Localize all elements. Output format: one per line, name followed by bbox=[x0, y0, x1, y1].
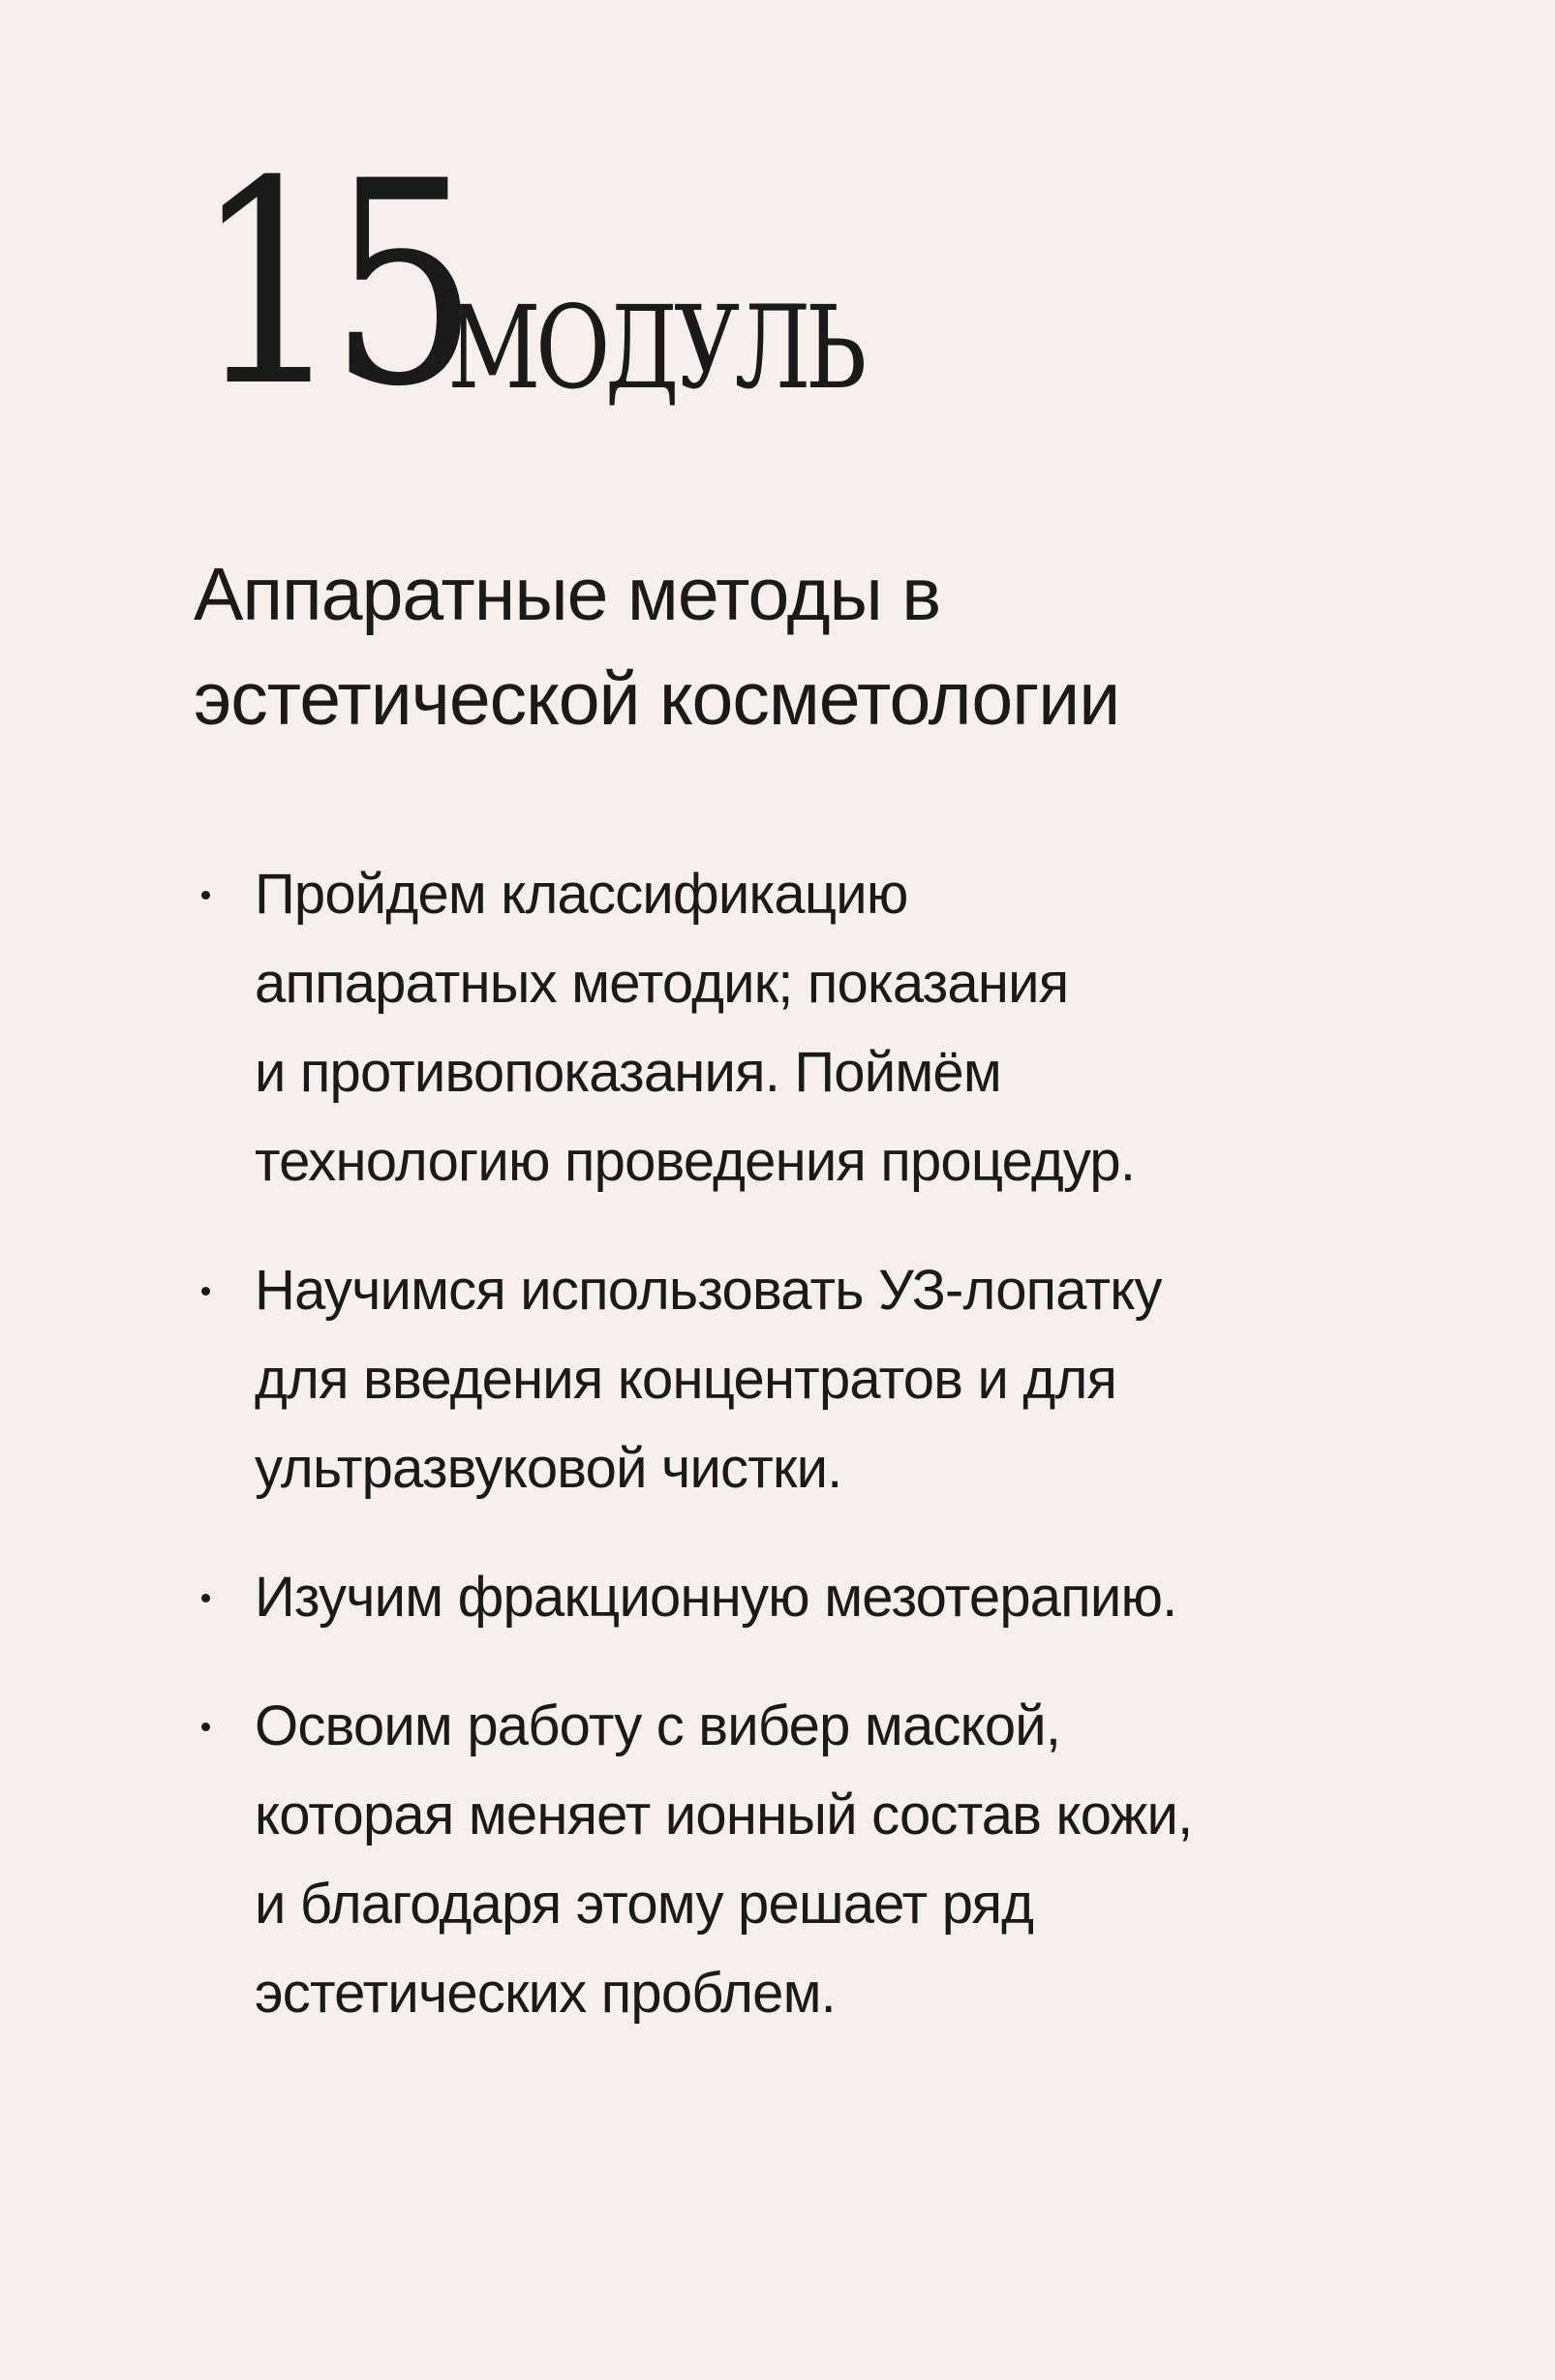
topic-line: аппаратных методик; показания bbox=[255, 952, 1069, 1015]
module-number: 15 bbox=[194, 122, 465, 448]
topic-item bbox=[194, 1553, 1375, 1642]
topic-line: и благодаря этому решает ряд bbox=[255, 1873, 1034, 1936]
topic-item bbox=[194, 1682, 1375, 2038]
topic-text bbox=[255, 1246, 1375, 1513]
topic-line: для введения концентратов и для bbox=[255, 1348, 1117, 1411]
topic-line: Освоим работу с вибер маской, bbox=[255, 1694, 1061, 1757]
topic-line: Пройдем классификацию bbox=[255, 863, 908, 926]
bullet-icon bbox=[201, 1594, 210, 1602]
topic-line: и противопоказания. Поймём bbox=[255, 1041, 1001, 1104]
topic-item bbox=[194, 1246, 1375, 1513]
module-title-line: Аппаратные методы в bbox=[194, 553, 941, 636]
bullet-icon bbox=[201, 1287, 210, 1296]
topic-line: ультразвуковой чистки. bbox=[255, 1437, 842, 1500]
topic-line: технологию проведения процедур. bbox=[255, 1130, 1136, 1193]
topic-text bbox=[255, 1682, 1375, 2038]
topic-text bbox=[255, 1553, 1375, 1642]
topic-line: Изучим фракционную мезотерапию. bbox=[255, 1566, 1177, 1629]
topic-item bbox=[194, 850, 1375, 1206]
module-title bbox=[194, 542, 1404, 751]
bullet-icon bbox=[201, 891, 210, 900]
bullet-icon bbox=[201, 1723, 210, 1731]
module-word: МОДУЛЬ bbox=[447, 281, 862, 414]
topic-text bbox=[255, 850, 1375, 1206]
module-title-line: эстетической косметологии bbox=[194, 657, 1120, 741]
topic-line: которая меняет ионный состав кожи, bbox=[255, 1784, 1193, 1846]
topic-line: Научимся использовать УЗ-лопатку bbox=[255, 1259, 1162, 1322]
topic-line: эстетических проблем. bbox=[255, 1962, 836, 2025]
topic-list bbox=[194, 850, 1375, 2078]
